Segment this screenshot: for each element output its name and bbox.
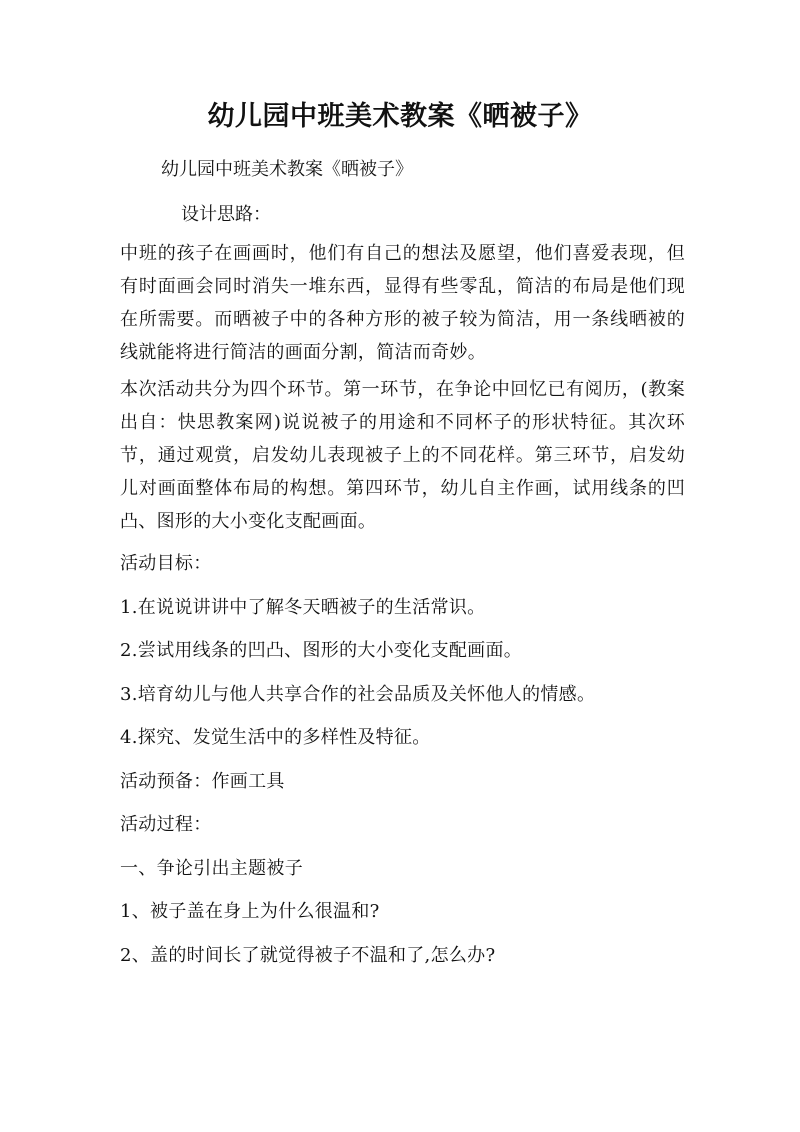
design-idea-heading: 设计思路： [181, 204, 271, 225]
objective-item: 2.尝试用线条的凹凸、图形的大小变化支配画面。 [120, 640, 523, 661]
preparation-text: 活动预备：作画工具 [120, 770, 285, 792]
process-line: 1、被子盖在身上为什么很温和? [120, 901, 380, 922]
process-line: 一、争论引出主题被子 [120, 857, 303, 879]
process-line: 2、盖的时间长了就觉得被子不温和了,怎么办? [120, 944, 496, 966]
objective-item: 3.培育幼儿与他人共享合作的社会品质及关怀他人的情感。 [120, 683, 596, 705]
objectives-heading: 活动目标： [120, 553, 212, 574]
document-subtitle: 幼儿园中班美术教案《晒被子》 [161, 159, 413, 180]
design-idea-paragraph: 中班的孩子在画画时，他们有自己的想法及愿望，他们喜爱表现，但有时面画会同时消失一堆东西，显得有些零乱，简洁的布局是他们现在所需要。而晒被子中的各种方形的被子较为简洁，用一条线晒被的线就能将进行简洁的画面分割，简洁而奇妙。 [120, 243, 685, 363]
objective-item: 1.在说说讲讲中了解冬天晒被子的生活常识。 [120, 596, 486, 618]
objective-item: 4.探究、发觉生活中的多样性及特征。 [120, 727, 431, 748]
document-body [120, 238, 685, 977]
document-title: 幼儿园中班美术教案《晒被子》 [207, 101, 593, 132]
process-heading: 活动过程： [120, 814, 212, 835]
activity-structure-paragraph: 本次活动共分为四个环节。第一环节，在争论中回忆已有阅历，(教案出自：快思教案网)说说被子的用途和不同杯子的形状特征。其次环节，通过观赏，启发幼儿表现被子上的不同花样。第三环节，启发幼儿对画面整体布局的构想。第四环节，幼儿自主作画，试用线条的凹凸、图形的大小变化支配画面。 [120, 379, 685, 532]
